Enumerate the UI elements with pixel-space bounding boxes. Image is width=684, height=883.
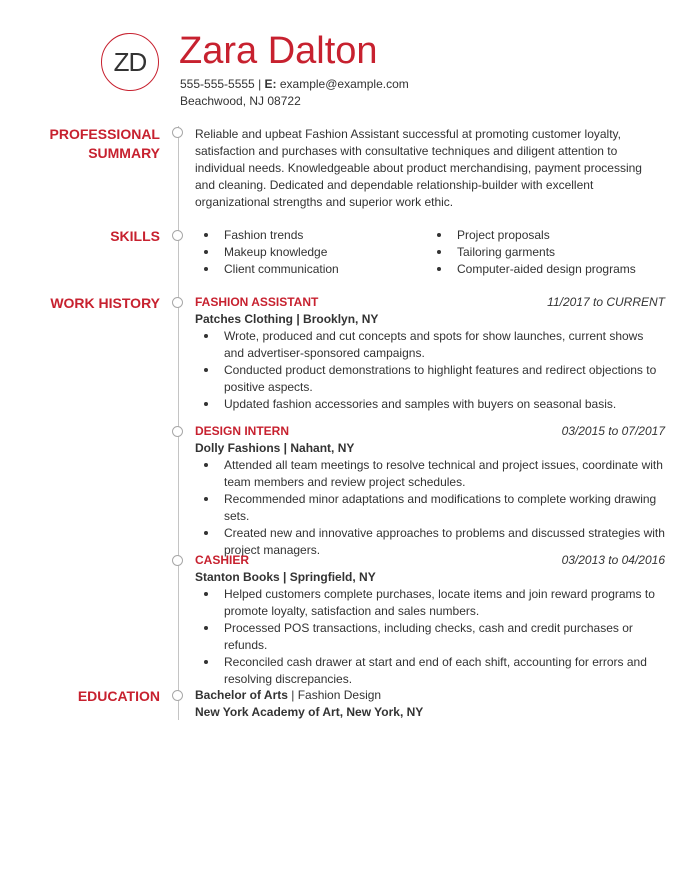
job-bullet: Recommended minor adaptations and modifications to complete working drawing sets. — [195, 491, 665, 525]
address: Beachwood, NJ 08722 — [180, 94, 301, 108]
timeline-dot-summary — [172, 127, 183, 138]
section-title-education: EDUCATION — [77, 688, 160, 704]
monogram-initials: ZD — [113, 46, 147, 77]
timeline-dot-skills — [172, 230, 183, 241]
education-field: Fashion Design — [297, 688, 382, 702]
section-title-summary — [50, 125, 160, 163]
job-bullet: Conducted product demonstrations to highlight features and redirect objections to positive aspects. — [195, 362, 665, 396]
job-entry-2 — [195, 423, 665, 559]
education-degree-line — [195, 687, 665, 704]
job-header — [195, 552, 665, 569]
job-entry-3 — [195, 552, 665, 688]
summary-block — [195, 126, 665, 211]
email-label: E: — [264, 77, 277, 91]
contact-info — [180, 76, 409, 110]
section-title-summary-line-1: PROFESSIONAL — [49, 126, 160, 142]
job-header — [195, 423, 665, 440]
email-address: example@example.com — [279, 77, 409, 91]
contact-line-1 — [180, 76, 409, 93]
candidate-name: Zara Dalton — [179, 30, 378, 72]
skill-item: Makeup knowledge — [195, 244, 339, 261]
timeline-dot-education — [172, 690, 183, 701]
section-title-work-history: WORK HISTORY — [50, 295, 160, 311]
job-company: Patches Clothing | Brooklyn, NY — [195, 312, 379, 326]
section-title-summary-line-2: SUMMARY — [88, 145, 160, 161]
phone-number: 555-555-5555 — [180, 77, 255, 91]
skills-column-left — [195, 227, 339, 278]
job-title: DESIGN INTERN — [195, 424, 290, 438]
education-degree: Bachelor of Arts — [195, 688, 288, 702]
job-bullet: Attended all team meetings to resolve technical and project issues, coordinate with team members and review project schedules. — [195, 457, 665, 491]
summary-text: Reliable and upbeat Fashion Assistant successful at promoting customer loyalty, satisfaction and purchases with consultative techniques and diligent attention to individual needs. Knowledgeable about product merchandising, payment processing and cleaning. Dedicated and dependable relationship-builder with excellent organizational strengths and superior work ethic. — [195, 127, 642, 209]
timeline-line — [178, 126, 179, 720]
job-entry-1 — [195, 294, 665, 413]
job-dates: 11/2017 to CURRENT — [547, 295, 665, 309]
job-bullet: Created new and innovative approaches to problems and discussed strategies with project managers. — [195, 525, 665, 559]
education-school: New York Academy of Art, New York, NY — [195, 705, 424, 719]
job-bullet: Reconciled cash drawer at start and end of each shift, accounting for errors and resolving discrepancies. — [195, 654, 665, 688]
skills-column-right — [428, 227, 636, 278]
skills-block — [195, 227, 665, 279]
job-dates: 03/2013 to 04/2016 — [561, 553, 665, 567]
skill-item: Project proposals — [428, 227, 636, 244]
job-dates: 03/2015 to 07/2017 — [561, 424, 665, 438]
job-bullet: Updated fashion accessories and samples with buyers on seasonal basis. — [195, 396, 665, 413]
job-title: CASHIER — [195, 553, 250, 567]
job-title: FASHION ASSISTANT — [195, 295, 319, 309]
skill-item: Computer-aided design programs — [428, 261, 636, 278]
monogram-badge — [101, 33, 159, 91]
timeline-dot-job-1 — [172, 297, 183, 308]
job-company: Dolly Fashions | Nahant, NY — [195, 441, 355, 455]
job-header — [195, 294, 665, 311]
skill-item: Tailoring garments — [428, 244, 636, 261]
timeline-dot-job-3 — [172, 555, 183, 566]
timeline-dot-job-2 — [172, 426, 183, 437]
skill-item: Client communication — [195, 261, 339, 278]
job-bullet: Processed POS transactions, including checks, cash and credit purchases or refunds. — [195, 620, 665, 654]
skill-item: Fashion trends — [195, 227, 339, 244]
education-separator: | — [287, 688, 298, 702]
section-title-skills: SKILLS — [110, 228, 160, 244]
contact-divider: | — [258, 77, 265, 91]
job-bullet: Helped customers complete purchases, locate items and join reward programs to promote loyalty, satisfaction and sales numbers. — [195, 586, 665, 620]
job-bullets — [195, 328, 665, 413]
job-bullet: Wrote, produced and cut concepts and spots for show launches, current shows and advertiser-sponsored campaigns. — [195, 328, 665, 362]
job-bullets — [195, 457, 665, 559]
education-block — [195, 687, 665, 721]
job-company: Stanton Books | Springfield, NY — [195, 570, 376, 584]
job-bullets — [195, 586, 665, 688]
